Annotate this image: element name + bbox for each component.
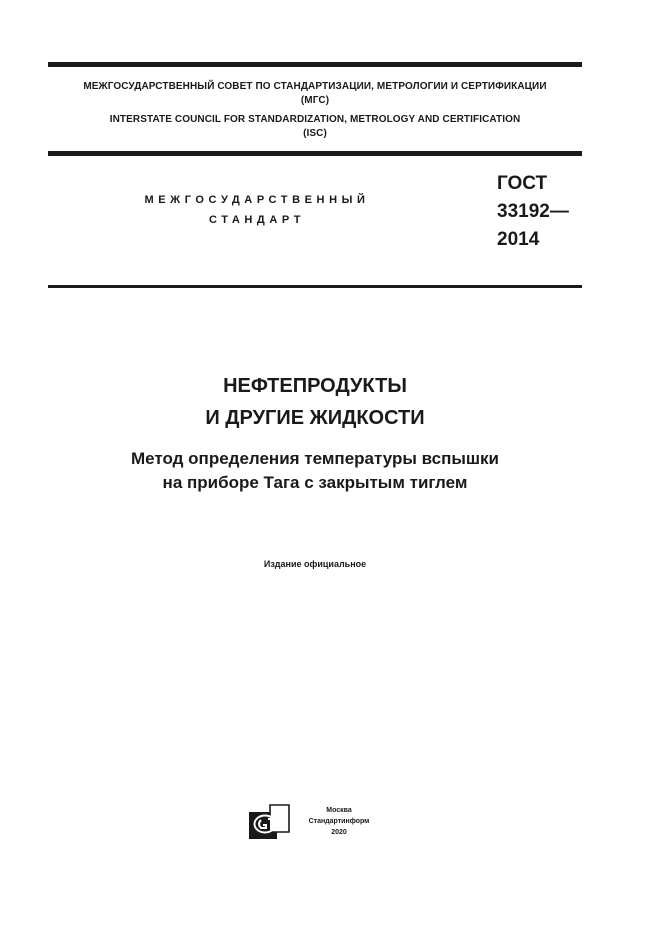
standartinform-logo-icon (248, 804, 290, 840)
top-rule (48, 62, 582, 67)
subtitle-line2: на приборе Тага с закрытым тиглем (162, 473, 468, 492)
council-abbr-ru: (МГС) (300, 95, 330, 106)
standard-kind-line2: СТАНДАРТ (208, 214, 306, 226)
title-line2: И ДРУГИЕ ЖИДКОСТИ (205, 407, 425, 429)
title-line1: НЕФТЕПРОДУКТЫ (223, 375, 407, 397)
council-name-en: INTERSTATE COUNCIL FOR STANDARDIZATION, METROLOGY AND CERTIFICATION (109, 114, 521, 125)
gost-year: 2014 (497, 229, 540, 250)
publisher-year: 2020 (331, 829, 347, 836)
edition-note: Издание официальное (263, 559, 367, 569)
standard-kind-line1: МЕЖГОСУДАРСТВЕННЫЙ (144, 194, 370, 206)
bottom-rule (48, 285, 582, 288)
council-name-ru: МЕЖГОСУДАРСТВЕННЫЙ СОВЕТ ПО СТАНДАРТИЗАЦИИ, МЕТРОЛОГИИ И СЕРТИФИКАЦИИ (83, 81, 547, 92)
council-abbr-en: (ISC) (303, 128, 327, 139)
middle-rule (48, 151, 582, 156)
publisher-name: Стандартинформ (308, 818, 370, 825)
subtitle-line1: Метод определения температуры вспышки (131, 449, 499, 468)
gost-number: 33192— (497, 201, 569, 222)
publisher-city: Москва (326, 807, 352, 814)
gost-label: ГОСТ (497, 173, 548, 194)
